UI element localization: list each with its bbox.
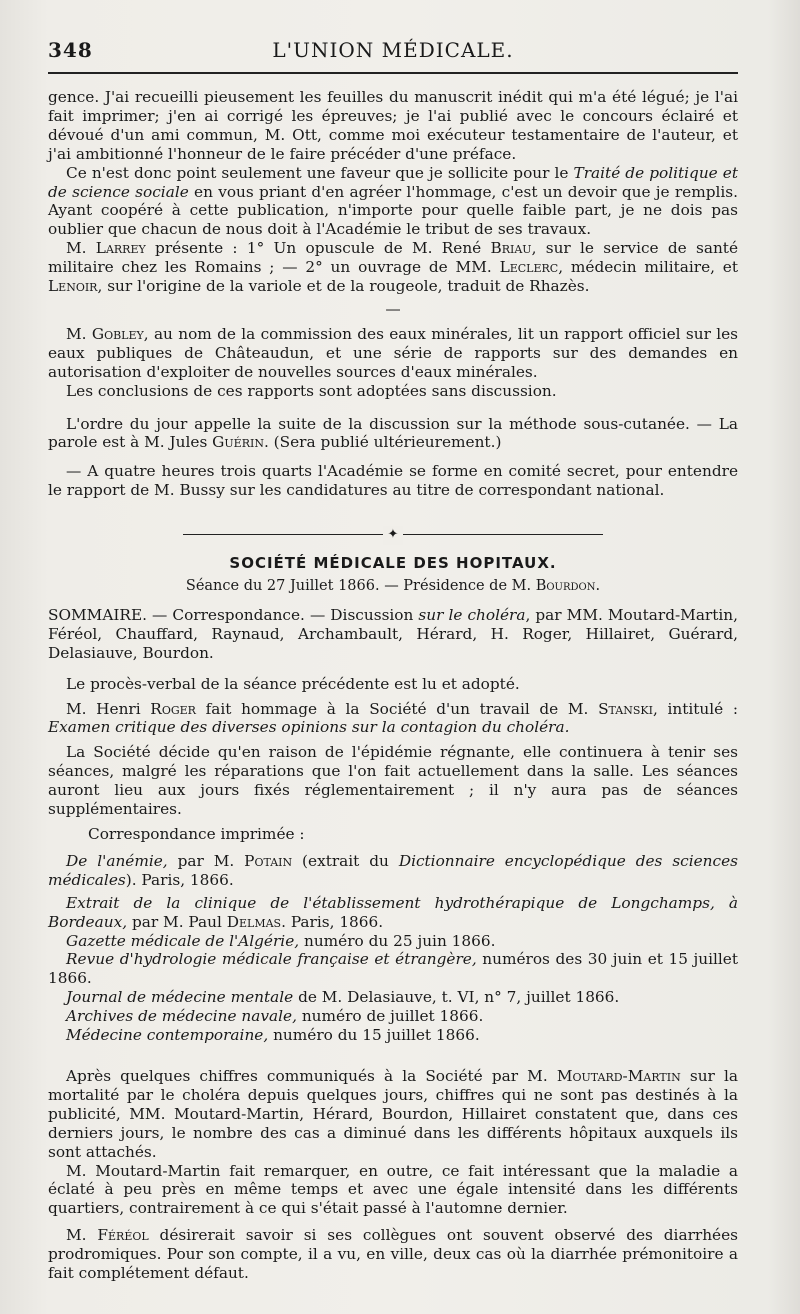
separator-dash: — [385,299,401,318]
paragraph: M. Moutard-Martin fait remarquer, en outre, ce fait intéressant que la maladie a éclaté à peu près en même temps et avec une égale intensité dans les différents quartiers, contrairement à ce qui s'était passé à l'automne dernier. [48,1161,738,1218]
page-body [48,88,738,1283]
paragraph: M. Larrey présente : 1° Un opuscule de M. René Briau, sur le service de santé militaire chez les Romains ; — 2° un ouvrage de MM. Leclerc, médecin militaire, et Lenoir, sur l'origine de la variole et de la rougeole, traduit de Rhazès. [48,239,739,296]
list-item: Gazette médicale de l'Algérie, numéro du 25 juin 1866. [66,931,496,950]
paragraph: gence. J'ai recueilli pieusement les feuilles du manuscrit inédit qui m'a été légué; je l'ai fait imprimer; j'en ai corrigé les épreuves; je l'ai publié avec le concours éclairé et dévoué d'un ami commun, M. Ott, comme moi exécuteur testamentaire de l'auteur, et j'ai ambitionné l'honneur de le faire précéder d'une préface. [48,88,738,163]
section-title: SOCIÉTÉ MÉDICALE DES HOPITAUX. [229,554,557,573]
paragraph: M. Féréol désirerait savoir si ses collègues ont souvent observé des diarrhées prodromiques. Pour son compte, il a vu, en ville, deux cas où la diarrhée prémonitoire a fait complétement défaut. [48,1226,739,1283]
paragraph: M. Henri Roger fait hommage à la Société d'un travail de M. Stanski, intitulé : Examen critique des diverses opinions sur la contagion du choléra. [48,699,739,737]
running-title: L'UNION MÉDICALE. [272,38,514,62]
paragraph: Ce n'est donc point seulement une faveur que je sollicite pour le Traité de politique et de science sociale en vous priant d'en agréer l'hommage, c'est un devoir que je remplis. Ayant coopéré à cette publication, n'importe pour quelle faible part, je ne dois pas oublier que chacun de nous doit à l'Académie le tribut de ses travaux. [48,163,738,239]
list-item: Journal de médecine mentale de M. Delasiauve, t. VI, n° 7, juillet 1866. [66,988,620,1007]
paragraph: L'ordre du jour appelle la suite de la discussion sur la méthode sous-cutanée. — La parole est à M. Jules Guérin. (Sera publié ultérieurement.) [48,414,738,452]
session-line: Séance du 27 Juillet 1866. — Présidence de M. Bourdon. [185,578,601,595]
paragraph: Les conclusions de ces rapports sont adoptées sans discussion. [66,381,557,400]
list-item: De l'anémie, par M. Potain (extrait du Dictionnaire encyclopédique des sciences médicales). Paris, 1866. [48,851,739,889]
page-header [48,36,738,68]
section-ornament: ✦ [183,528,603,542]
list-item: Revue d'hydrologie médicale française et étrangère, numéros des 30 juin et 15 juillet 1866. [48,950,738,988]
correspondance-list [48,852,738,1045]
list-item: Archives de médecine navale, numéro de juillet 1866. [66,1007,484,1026]
list-item: Médecine contemporaine, numéro du 15 juillet 1866. [66,1026,480,1045]
list-item: Extrait de la clinique de l'établissement hydrothérapique de Longchamps, à Bordeaux, par M. Paul Delmas. Paris, 1866. [48,893,738,931]
paragraph: Le procès-verbal de la séance précédente est lu et adopté. [66,674,520,693]
paragraph: — A quatre heures trois quarts l'Académie se forme en comité secret, pour entendre le rapport de M. Bussy sur les candidatures au titre de correspondant national. [48,462,738,500]
paragraph: Après quelques chiffres communiqués à la Société par M. Moutard-Martin sur la mortalité par le choléra depuis quelques jours, chiffres qui ne sont pas destinés à la publicité, MM. Moutard-Martin, Hérard, Bourdon, Hillairet constatent que, dans ces derniers jours, le nombre des cas a diminué dans les différents hôpitaux auxquels ils sont attachés. [48,1066,738,1161]
page-number: 348 [48,38,93,62]
sommaire: SOMMAIRE. — Correspondance. — Discussion sur le choléra, par MM. Moutard-Martin, Féréol, Chauffard, Raynaud, Archambault, Hérard, H. Roger, Hillairet, Guérard, Delasiauve, Bourdon. [48,605,738,662]
paragraph: M. Gobley, au nom de la commission des eaux minérales, lit un rapport officiel sur les eaux publiques de Châteaudun, et une série de rapports sur des demandes en autorisation d'exploiter de nouvelles sources d'eaux minérales. [48,324,738,381]
paragraph: La Société décide qu'en raison de l'épidémie régnante, elle continuera à tenir ses séances, malgré les réparations que l'on fait actuellement dans la salle. Les séances auront lieu aux jours fixés réglementairement ; il n'y aura pas de séances supplémentaires. [48,743,738,819]
header-rule [48,72,738,74]
paragraph: Correspondance imprimée : [88,825,305,843]
